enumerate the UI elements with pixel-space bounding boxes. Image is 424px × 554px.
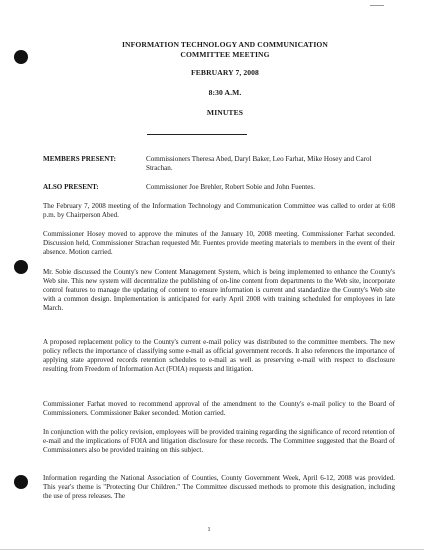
paragraph-content-management: Mr. Sobie discussed the County's new Content Management System, which is being implemented to enhance the County's Web site. This new system will decentralize the publishing of on-line content from departments to the Web site, incorporate control features to manage the updating of content to ensure information is current and standardize the County's Web site with a common design. Implementation is anticipated for early April 2008 with training scheduled for employees in late March. bbox=[43, 268, 395, 312]
paragraph-call-to-order: The February 7, 2008 meeting of the Information Technology and Communication Committee was called to order at 6:08 p.m. by Chairperson Abed. bbox=[43, 202, 395, 219]
paragraph-naco: Information regarding the National Association of Counties, County Government Week, April 6-12, 2008 was provided. This year's theme is "Protecting Our Children." The Committee discussed methods to promote this designation, including the use of press releases. The bbox=[43, 474, 395, 500]
punch-hole-middle bbox=[14, 260, 28, 274]
paragraph-training: In conjunction with the policy revision, employees will be provided training regarding the significance of record retention of e-mail and the implications of FOIA and litigation disclosure for these records. The Committee suggested that the Board of Commissioners also be provided training on this subject. bbox=[43, 428, 395, 454]
header-divider bbox=[147, 134, 247, 135]
heading-date: FEBRUARY 7, 2008 bbox=[191, 68, 259, 77]
members-present-label: MEMBERS PRESENT: bbox=[43, 155, 116, 163]
also-present-value: Commissioner Joe Brehler, Robert Sobie and John Fuentes. bbox=[146, 183, 315, 191]
punch-hole-bottom bbox=[14, 475, 28, 489]
members-present-value: Commissioners Theresa Abed, Daryl Baker, Leo Farhat, Mike Hosey and Carol Strachan. bbox=[146, 155, 372, 172]
punch-hole-top bbox=[14, 50, 28, 64]
paragraph-farhat-motion: Commissioner Farhat moved to recommend approval of the amendment to the County's e-mail policy to the Board of Commissioners. Commissioner Baker seconded. Motion carried. bbox=[43, 400, 395, 417]
also-present-label: ALSO PRESENT: bbox=[43, 183, 99, 191]
heading-org: INFORMATION TECHNOLOGY AND COMMUNICATION bbox=[121, 40, 328, 49]
paragraph-email-policy: A proposed replacement policy to the County's current e-mail policy was distributed to the committee members. The new policy reflects the importance of classifying some e-mail as official government records. It also references the importance of applying state approved records retention schedules to e-mail as well as preserving e-mail with respect to disclosure resulting from Freedom of Information Act (FOIA) requests and litigation. bbox=[43, 338, 395, 373]
scan-mark-top bbox=[370, 5, 384, 6]
heading-doc-type: MINUTES bbox=[206, 108, 244, 117]
heading-time: 8:30 A.M. bbox=[208, 88, 242, 97]
heading-meeting: COMMITTEE MEETING bbox=[180, 50, 270, 59]
paragraph-approve-minutes: Commissioner Hosey moved to approve the minutes of the January 10, 2008 meeting. Commissioner Farhat seconded. Discussion held, Commissioner Strachan requested Mr. Fuentes provide meeting materials to members in the event of their absence. Motion carried. bbox=[43, 230, 395, 256]
scan-mark-bottom bbox=[0, 549, 424, 550]
page-number: 1 bbox=[207, 527, 211, 533]
